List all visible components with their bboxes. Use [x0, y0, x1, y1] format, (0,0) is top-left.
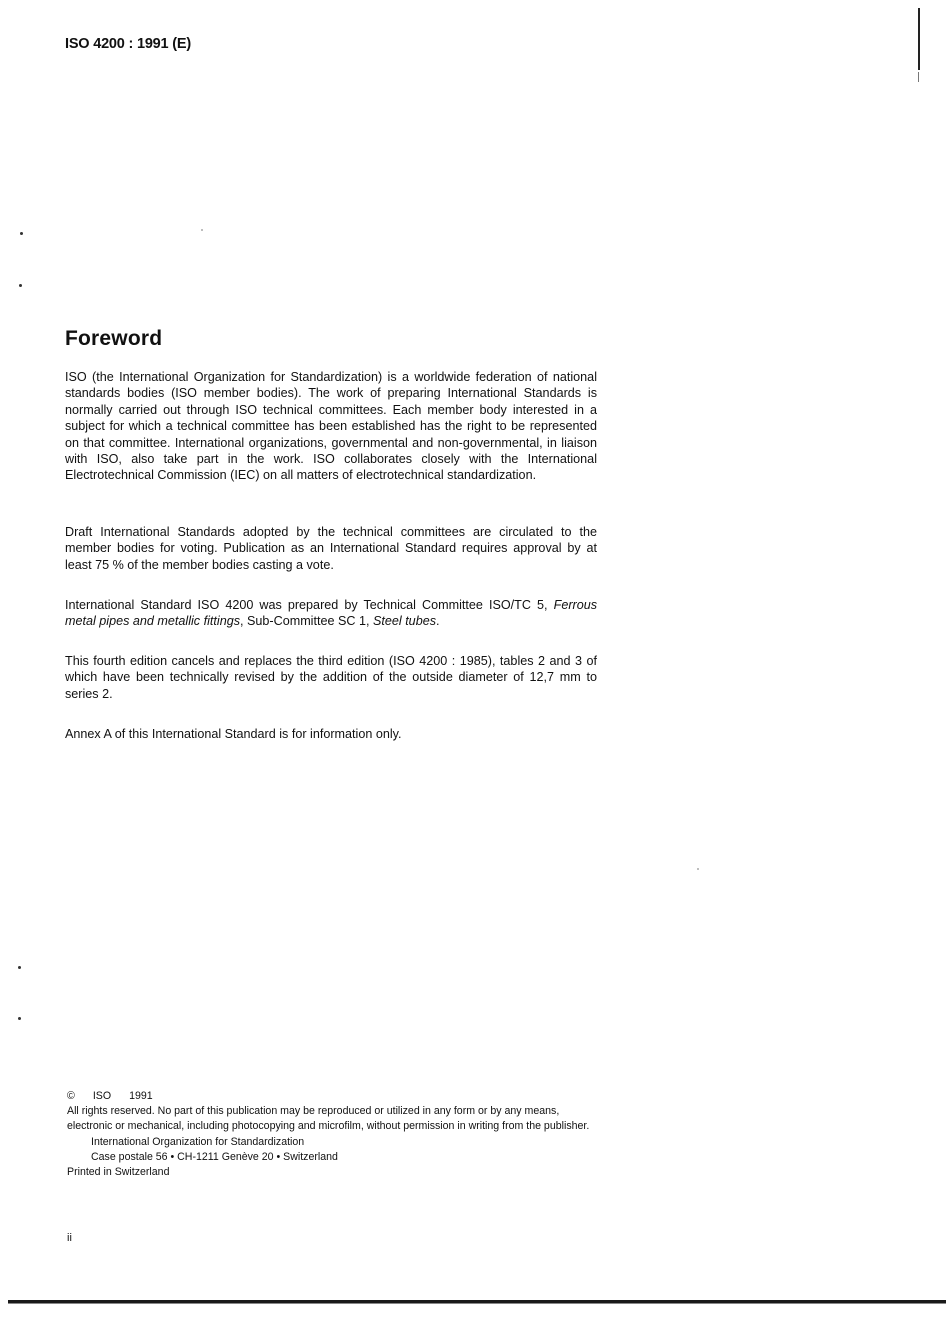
- scan-speck: [18, 966, 21, 969]
- copyright-notice: [67, 1089, 602, 1180]
- copyright-org: ISO: [92, 1090, 112, 1102]
- foreword-paragraph-4: This fourth edition cancels and replaces the third edition (ISO 4200 : 1985), tables 2 and 3 of which have been technically revised by the addition of the outside diameter of 12,7 mm to series 2.: [65, 654, 597, 701]
- sc-text: , Sub-Committee SC 1,: [240, 614, 370, 629]
- publisher-address: Case postale 56 • CH-1211 Genève 20 • Switzerland: [91, 1150, 338, 1163]
- copyright-year: 1991: [129, 1090, 153, 1102]
- scan-speck: [18, 1017, 21, 1020]
- rights-statement: All rights reserved. No part of this publication may be reproduced or utilized in any form or by any means, electronic or mechanical, including photocopying and microfilm, without permission in writing from the publisher.: [67, 1105, 590, 1133]
- paragraph-3-lead: International Standard ISO 4200 was prepared by Technical Committee ISO/TC 5,: [65, 598, 548, 612]
- scan-speck: [201, 229, 203, 231]
- foreword-paragraph-2: Draft International Standards adopted by the technical committees are circulated to the member bodies for voting. Publication as an International Standard requires approval by at least 75 % of the member bodies casting a vote.: [65, 525, 597, 572]
- scan-margin-line: [918, 8, 920, 70]
- foreword-paragraph-5: Annex A of this International Standard is for information only.: [65, 727, 402, 741]
- bottom-rule-shadow: [8, 1303, 946, 1304]
- publisher-name: International Organization for Standardization: [91, 1135, 305, 1148]
- scan-margin-line-tail: [918, 72, 919, 82]
- paragraph-3-end: .: [436, 614, 440, 629]
- page-number: ii: [67, 1232, 72, 1244]
- foreword-paragraph-3: [65, 597, 597, 630]
- foreword-heading: Foreword: [65, 327, 163, 350]
- printed-location: Printed in Switzerland: [67, 1166, 170, 1179]
- document-reference: ISO 4200 : 1991 (E): [65, 36, 191, 52]
- foreword-paragraph-1: ISO (the International Organization for Standardization) is a worldwide federation of national standards bodies (ISO member bodies). The work of preparing International Standards is normally carried out through ISO technical committees. Each member body interested in a subject for which a technical committee has been established has the right to be represented on that committee. International organizations, governmental and non-governmental, in liaison with ISO, also take part in the work. ISO collaborates closely with the International Electrotechnical Commission (IEC) on all matters of electrotechnical standardization.: [65, 370, 597, 483]
- scan-speck: [19, 284, 22, 287]
- copyright-symbol: ©: [67, 1090, 75, 1102]
- scan-speck: [20, 232, 23, 235]
- copyright-line: [67, 1089, 602, 1104]
- scan-speck: [697, 868, 699, 870]
- sc-title: Steel tubes: [372, 614, 436, 629]
- tc-title: Ferrous metal pipes and metallic fittings: [65, 598, 598, 629]
